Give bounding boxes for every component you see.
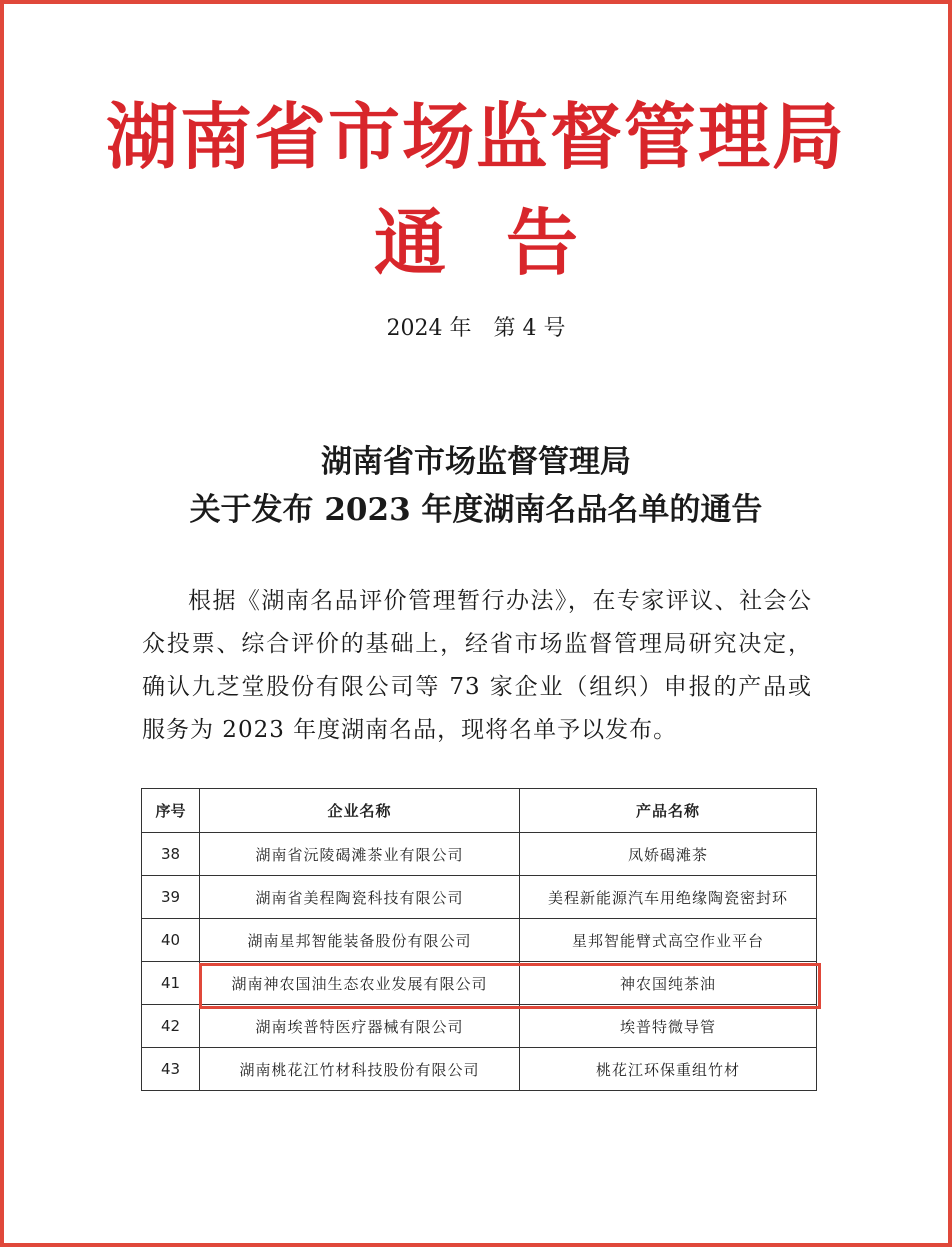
header-company: 企业名称 [200,789,520,833]
agency-name: 湖南省市场监督管理局 [105,94,846,179]
table-row-highlighted [142,962,817,1005]
cell-num: 40 [142,919,200,962]
body-paragraph: 根据《湖南名品评价管理暂行办法》，在专家评议、社会公众投票、综合评价的基础上，经省市场监督管理局研究决定，确认九芝堂股份有限公司等 73 家企业（组织）申报的产品或服务为 2023 年度湖南名品，现将名单予以发布。 [142,588,812,743]
table-row [142,833,817,876]
document-title-line2: 关于发布 2023 年度湖南名品名单的通告 [189,492,763,528]
cell-product: 美程新能源汽车用绝缘陶瓷密封环 [520,876,817,919]
cell-product: 桃花江环保重组竹材 [520,1048,817,1091]
table-row [142,919,817,962]
cell-company: 湖南桃花江竹材科技股份有限公司 [200,1048,520,1091]
cell-num: 38 [142,833,200,876]
table-row [142,1005,817,1048]
cell-company: 湖南埃普特医疗器械有限公司 [200,1005,520,1048]
cell-company: 湖南省美程陶瓷科技有限公司 [200,876,520,919]
cell-num: 39 [142,876,200,919]
cell-company: 湖南星邦智能装备股份有限公司 [200,919,520,962]
issue-number: 2024 年 第 4 号 [386,316,566,341]
cell-product: 星邦智能臂式高空作业平台 [520,919,817,962]
cell-company: 湖南省沅陵碣滩茶业有限公司 [200,833,520,876]
cell-product: 神农国纯茶油 [520,962,817,1005]
header-num: 序号 [142,789,200,833]
notice-heading: 通告 [373,200,638,285]
cell-product: 埃普特微导管 [520,1005,817,1048]
cell-num: 41 [142,962,200,1005]
cell-company: 湖南神农国油生态农业发展有限公司 [200,962,520,1005]
cell-num: 42 [142,1005,200,1048]
table-row [142,876,817,919]
brand-list-table [141,788,817,1091]
header-product: 产品名称 [520,789,817,833]
cell-product: 凤娇碣滩茶 [520,833,817,876]
cell-num: 43 [142,1048,200,1091]
table-row [142,1048,817,1091]
document-title-line1: 湖南省市场监督管理局 [321,444,631,480]
table-header-row [142,789,817,833]
